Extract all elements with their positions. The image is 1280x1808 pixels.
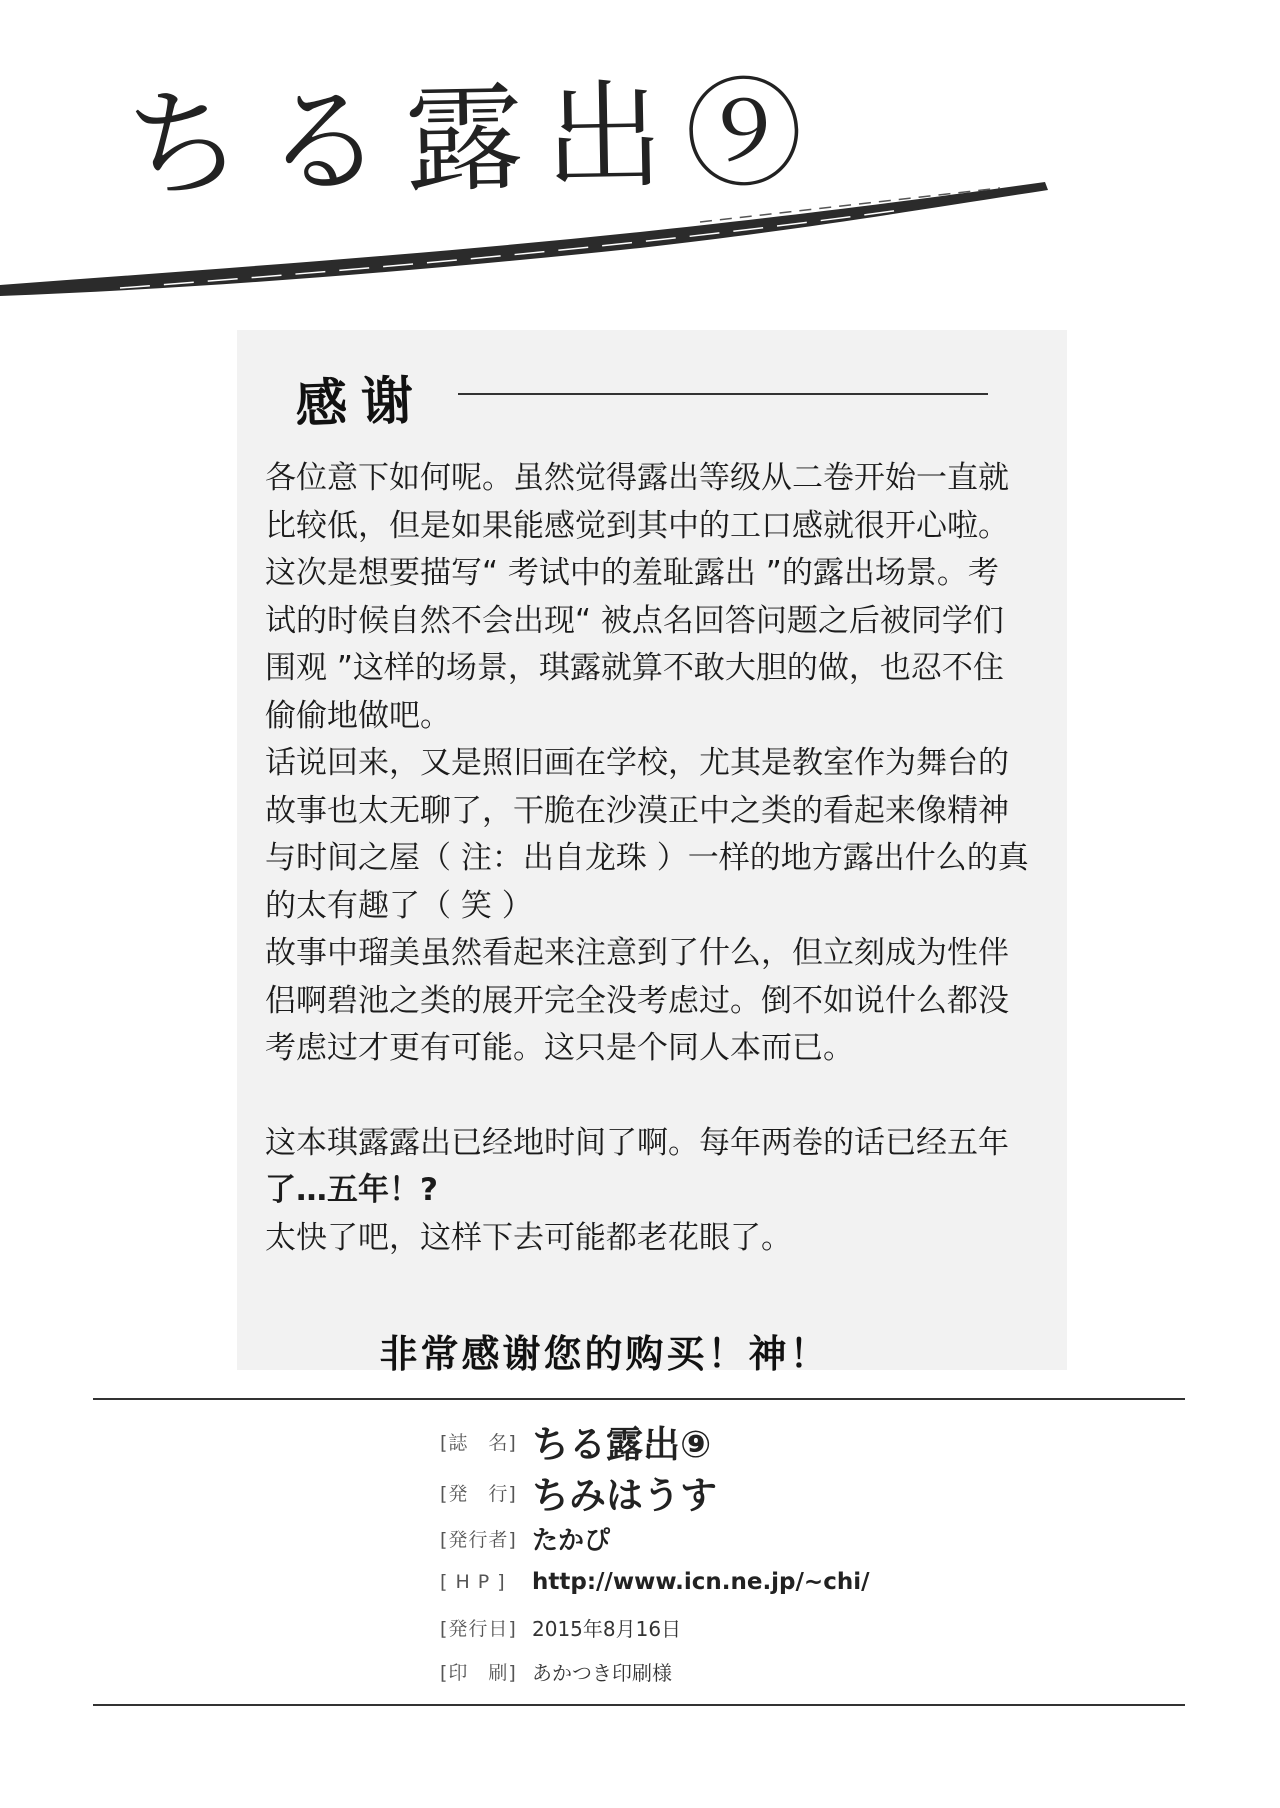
colophon-row-issuer (440, 1517, 1140, 1559)
body-line: 这次是想要描写“ 考试中的羞耻露出 ”的露出场景。考 (265, 555, 999, 591)
body-line: 试的时候自然不会出现“ 被点名回答问题之后被同学们 (265, 602, 1004, 639)
colophon-top-rule (93, 1398, 1185, 1400)
heading-underline (458, 393, 988, 395)
issue-date: 2015年8月16日 (532, 1616, 682, 1641)
colophon-label: [ H P ] (440, 1571, 506, 1593)
colophon-row-magazine (440, 1415, 1140, 1467)
body-line: 考虑过才更有可能。这只是个同人本而已。 (265, 1030, 854, 1066)
colophon-label: [発行日] (440, 1617, 517, 1640)
body-line-emphasis: 了…五年！? (265, 1172, 438, 1208)
body-line: 太快了吧，这样下去可能都老花眼了。 (265, 1219, 792, 1256)
body-line: 与时间之屋（ 注：出自龙珠 ）一样的地方露出什么的真 (265, 840, 1029, 876)
closing-thanks: 非常感谢您的购买！神！ (379, 1332, 831, 1376)
body-line: 围观 ”这样的场景，琪露就算不敢大胆的做，也忍不住 (265, 650, 1004, 686)
body-line: 偷偷地做吧。 (265, 697, 451, 734)
colophon-label: [発 行] (440, 1482, 517, 1505)
body-line: 的太有趣了（ 笑 ） (265, 887, 533, 924)
page-title: ちる露出⑨ (123, 63, 827, 215)
body-line: 比较低，但是如果能感觉到其中的工口感就很开心啦。 (265, 507, 1009, 544)
colophon-row-date (440, 1605, 1140, 1649)
body-line: 故事中瑠美虽然看起来注意到了什么，但立刻成为性伴 (265, 935, 1009, 971)
thanks-heading: 感谢 (294, 369, 429, 436)
body-line: 侣啊碧池之类的展开完全没考虑过。倒不如说什么都没 (265, 982, 1009, 1019)
body-line: 话说回来，又是照旧画在学校，尤其是教室作为舞台的 (265, 745, 1009, 781)
colophon-label: [印 刷] (440, 1661, 517, 1684)
afterword-body (265, 455, 1045, 1262)
body-line: 这本琪露露出已经地时间了啊。每年两卷的话已经五年 (265, 1124, 1009, 1161)
publisher-name: ちみはうす (532, 1474, 717, 1517)
colophon (440, 1415, 1140, 1693)
colophon-label: [発行者] (440, 1528, 517, 1551)
colophon-row-printer (440, 1649, 1140, 1693)
issuer-name: たかぴ (532, 1525, 611, 1556)
body-line: 故事也太无聊了，干脆在沙漠正中之类的看起来像精神 (265, 792, 1009, 829)
paragraph-gap (265, 1073, 1045, 1120)
printer-name: あかつき印刷様 (532, 1660, 672, 1685)
colophon-row-hp (440, 1559, 1140, 1605)
colophon-bottom-rule (93, 1704, 1185, 1706)
homepage-url: http://www.icn.ne.jp/~chi/ (532, 1569, 870, 1595)
body-line: 各位意下如何呢。虽然觉得露出等级从二卷开始一直就 (265, 460, 1009, 496)
magazine-name: ちる露出⑨ (532, 1423, 712, 1466)
colophon-row-publisher (440, 1467, 1140, 1517)
colophon-label: [誌 名] (440, 1431, 517, 1454)
